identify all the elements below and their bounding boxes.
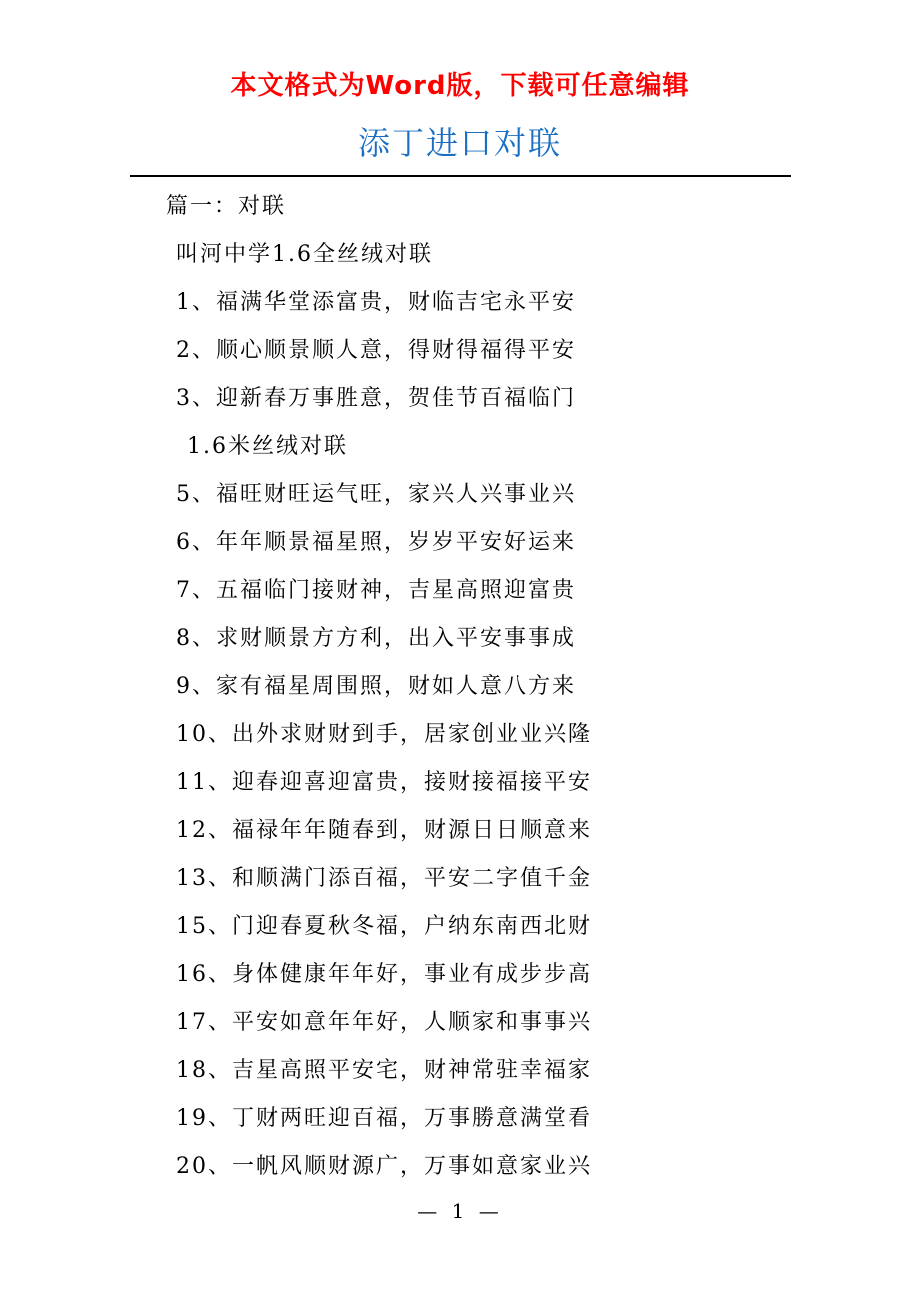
couplet-line: 16、身体健康年年好，事业有成步步高 — [176, 962, 592, 987]
couplet-line: 10、出外求财财到手，居家创业业兴隆 — [176, 722, 592, 747]
subheading: 叫河中学1.6全丝绒对联 — [176, 242, 433, 267]
couplet-line: 13、和顺满门添百福，平安二字值千金 — [176, 866, 592, 891]
document-title: 添丁进口对联 — [357, 124, 562, 162]
couplet-line: 2、顺心顺景顺人意，得财得福得平安 — [176, 338, 576, 363]
couplet-line: 11、迎春迎喜迎富贵，接财接福接平安 — [176, 770, 592, 795]
couplet-line: 9、家有福星周围照，财如人意八方来 — [176, 674, 576, 699]
couplet-line: 20、一帆风顺财源广，万事如意家业兴 — [176, 1154, 592, 1179]
couplet-line: 3、迎新春万事胜意，贺佳节百福临门 — [176, 386, 576, 411]
couplet-line: 7、五福临门接财神，吉星高照迎富贵 — [176, 578, 576, 603]
document-body — [166, 183, 786, 1191]
header-divider — [130, 175, 791, 177]
page-number: — 1 — — [417, 1199, 503, 1223]
format-notice-banner: 本文格式为Word版，下载可任意编辑 — [230, 71, 690, 101]
couplet-line: 1、福满华堂添富贵，财临吉宅永平安 — [176, 290, 576, 315]
couplet-line: 5、福旺财旺运气旺，家兴人兴事业兴 — [176, 482, 576, 507]
couplet-line: 8、求财顺景方方利，出入平安事事成 — [176, 626, 576, 651]
couplet-line: 19、丁财两旺迎百福，万事勝意满堂看 — [176, 1106, 592, 1131]
couplet-line: 18、吉星高照平安宅，财神常驻幸福家 — [176, 1058, 592, 1083]
couplet-line: 17、平安如意年年好，人顺家和事事兴 — [176, 1010, 592, 1035]
subheading: 1.6米丝绒对联 — [187, 434, 348, 459]
section-heading: 篇一：对联 — [166, 194, 287, 219]
couplet-line: 6、年年顺景福星照，岁岁平安好运来 — [176, 530, 576, 555]
couplet-line: 15、门迎春夏秋冬福，户纳东南西北财 — [176, 914, 592, 939]
couplet-line: 12、福禄年年随春到，财源日日顺意来 — [176, 818, 592, 843]
